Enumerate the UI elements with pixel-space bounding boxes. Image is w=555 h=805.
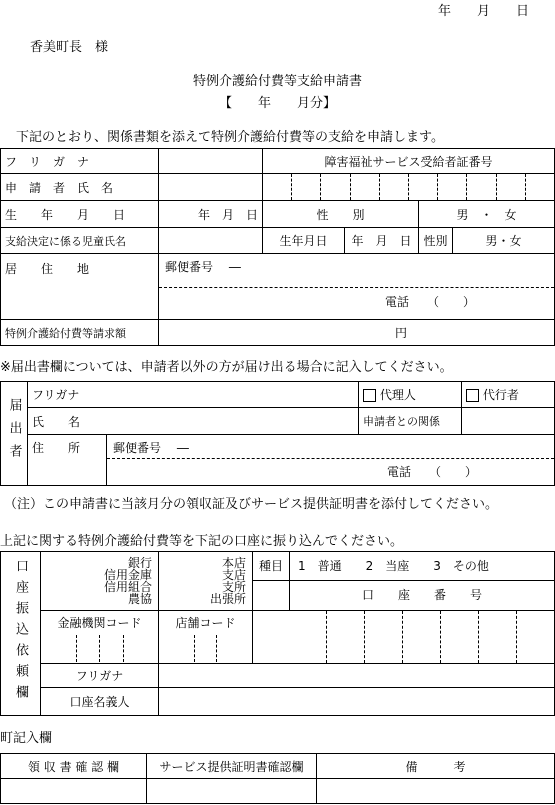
filer-table xyxy=(0,381,555,486)
filer-name-field[interactable] xyxy=(107,408,359,435)
postal-code: 郵便番号 ― xyxy=(159,254,554,288)
cert-number-field[interactable] xyxy=(263,174,555,201)
furigana-field[interactable] xyxy=(159,149,263,174)
remarks-field[interactable] xyxy=(317,779,555,804)
child-birth-label: 生年月日 xyxy=(263,228,345,254)
branch-type[interactable]: 本店 支店 支所 出張所 xyxy=(159,552,253,611)
addressee: 香美町長 様 xyxy=(30,40,109,55)
attachment-note: （注）この申請書に当該月分の領収証及びサービス提供証明書を添付してください。 xyxy=(4,497,499,512)
holder-furigana-field[interactable] xyxy=(159,664,555,688)
filer-name-label: 氏 名 xyxy=(28,408,107,435)
proxy-checkbox[interactable] xyxy=(363,389,376,402)
birth-field[interactable]: 年 月 日 xyxy=(159,201,263,228)
agent-option[interactable]: 代行者 xyxy=(462,382,555,408)
account-number-label: 口 座 番 号 xyxy=(289,581,554,610)
proxy-option[interactable]: 代理人 xyxy=(359,382,462,408)
service-check-field[interactable] xyxy=(147,779,317,804)
filer-furigana-field[interactable] xyxy=(107,382,359,408)
applicant-table xyxy=(0,148,555,346)
bank-code-cell[interactable] xyxy=(41,611,159,664)
filer-section-label: 届出者 xyxy=(1,382,28,486)
bank-code-label: 金融機関コード xyxy=(57,616,142,630)
sex-field[interactable]: 男 ・ 女 xyxy=(419,201,555,228)
account-kind-cell xyxy=(253,552,555,611)
child-sex-label: 性別 xyxy=(419,228,453,254)
kind-options[interactable]: 1 普通 2 当座 3 その他 xyxy=(298,559,489,573)
filer-postal: 郵便番号 ― xyxy=(107,435,554,459)
phone: 電話 （ ） xyxy=(385,295,476,309)
holder-label: 口座名義人 xyxy=(41,688,159,716)
page-title: 特例介護給付費等支給申請書 xyxy=(192,74,362,89)
filer-furigana-label: フリガナ xyxy=(28,382,107,408)
bank-table xyxy=(0,551,555,716)
relation-field[interactable] xyxy=(462,408,555,435)
applicant-name-field[interactable] xyxy=(159,174,263,201)
institution-type[interactable]: 銀行 信用金庫 信用組合 農協 xyxy=(41,552,159,611)
filer-address-label: 住 所 xyxy=(28,435,107,486)
date-line: 年 月 日 xyxy=(438,4,530,19)
bank-intro: 上記に関する特例介護給付費等を下記の口座に振り込んでください。 xyxy=(0,534,404,549)
child-birth-field[interactable]: 年 月 日 xyxy=(345,228,419,254)
intro-text: 下記のとおり、関係書類を添えて特例介護給付費等の支給を申請します。 xyxy=(16,130,444,145)
child-name-label: 支給決定に係る児童氏名 xyxy=(1,228,159,254)
account-number-field[interactable] xyxy=(253,611,555,664)
branch-code-cell[interactable] xyxy=(159,611,253,664)
filer-address-field[interactable] xyxy=(107,435,555,486)
child-name-field[interactable] xyxy=(159,228,263,254)
residence-field[interactable] xyxy=(159,254,555,320)
town-section-title: 町記入欄 xyxy=(0,731,53,746)
claim-amount[interactable]: 円 xyxy=(159,320,555,346)
service-check-label: サービス提供証明書確認欄 xyxy=(147,754,317,779)
sex-label: 性 別 xyxy=(263,201,419,228)
holder-field[interactable] xyxy=(159,688,555,716)
town-table xyxy=(0,753,555,804)
branch-code-label: 店舗コード xyxy=(175,616,236,630)
furigana-label: フ リ ガ ナ xyxy=(1,149,159,174)
receipt-check-field[interactable] xyxy=(1,779,147,804)
bank-section-label: 口座振込依頼欄 xyxy=(1,552,41,716)
cert-label: 障害福祉サービス受給者証番号 xyxy=(263,149,555,174)
agent-checkbox[interactable] xyxy=(466,389,479,402)
applicant-name-label: 申 請 者 氏 名 xyxy=(1,174,159,201)
receipt-check-label: 領 収 書 確 認 欄 xyxy=(1,754,147,779)
relation-label: 申請者との関係 xyxy=(359,408,462,435)
claim-label: 特例介護給付費等請求額 xyxy=(1,320,159,346)
kind-label: 種目 xyxy=(253,552,290,580)
notice-filer: ※届出書欄については、申請者以外の方が届け出る場合に記入してください。 xyxy=(0,360,453,375)
residence-label: 居 住 地 xyxy=(1,254,159,320)
holder-furigana-label: フリガナ xyxy=(41,664,159,688)
child-sex-field[interactable]: 男・女 xyxy=(453,228,555,254)
filer-phone: 電話 （ ） xyxy=(387,465,478,479)
period: 【 年 月分】 xyxy=(218,96,336,111)
remarks-label: 備 考 xyxy=(317,754,555,779)
birth-label: 生 年 月 日 xyxy=(1,201,159,228)
